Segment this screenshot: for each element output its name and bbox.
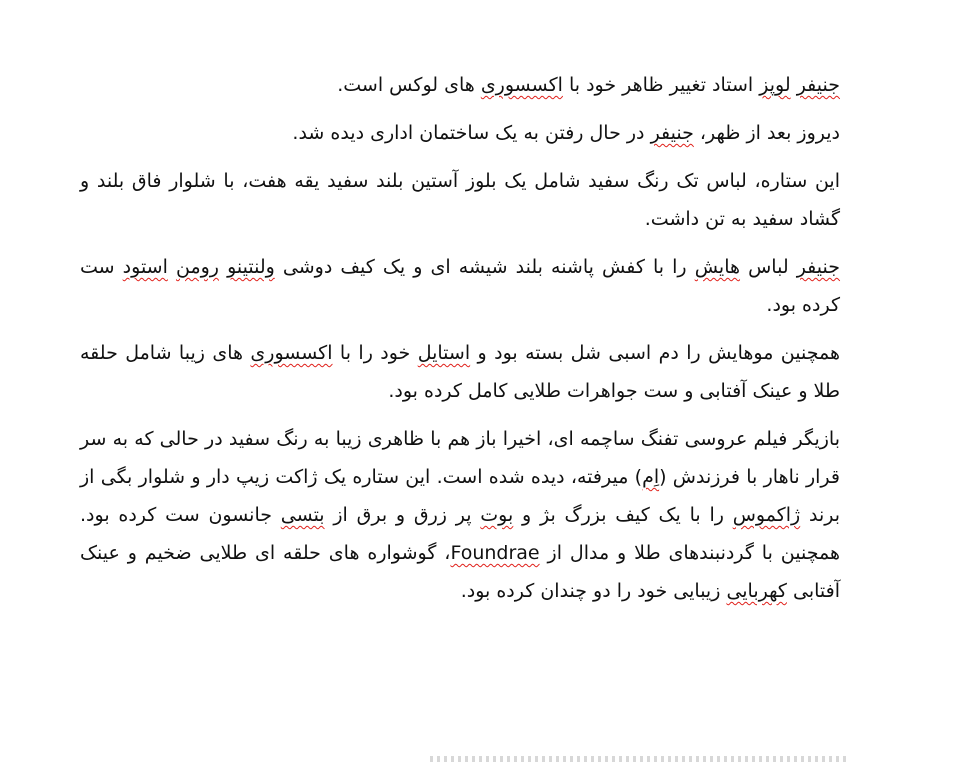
text-run: را با یک کیف بزرگ بژ و [513,504,733,526]
text-run: این ستاره، لباس تک رنگ سفید شامل یک بلوز آستین بلند سفید یقه هفت، با شلوار فاق بلند و گشاد سفید به تن داشت. [80,170,840,230]
misspelled-word: رومن [175,256,219,278]
text-run: بازیگر فیلم عروسی تفنگ ساچمه ای، اخیرا باز هم با ظاهری زیبا به رنگ سفید در حالی که به سر قرار ناهار با فرزندش ( [80,428,840,488]
misspelled-word: استود [122,256,168,278]
text-run: ، گوشواره های حلقه ای طلایی ضخیم و عینک آفتابی [80,542,840,602]
misspelled-word: لوپز [759,74,791,96]
text-run: جانسون ست کرده بود. همچنین با گردنبندهای طلا و مدال از [80,504,840,564]
misspelled-word: بوت [480,504,514,526]
text-run: در حال رفتن به یک ساختمان اداری دیده شد. [292,122,651,144]
text-run: را با کفش پاشنه بلند شیشه ای و یک کیف دوشی [274,256,695,278]
text-run: زیبایی خود را دو چندان کرده بود. [460,580,727,602]
text-run: پر زرق و برق از [324,504,481,526]
text-run [219,256,227,278]
text-run: های لوکس است. [337,74,481,96]
misspelled-word: اکسسوری [250,342,333,364]
paragraph [80,162,840,238]
misspelled-word: هایش [694,256,741,278]
text-run: خود را با [332,342,418,364]
text-run [168,256,176,278]
misspelled-word: جنیفر [650,122,694,144]
text-run: های زیبا شامل حلقه طلا و عینک آفتابی و ست جواهرات طلایی کامل کرده بود. [80,342,840,402]
misspelled-word: اکسسوری [480,74,563,96]
misspelled-word: کهربایی [726,580,787,602]
misspelled-word: استایل [417,342,471,364]
text-run: استاد تغییر ظاهر خود با [562,74,760,96]
misspelled-word: ژاکموس [732,504,801,526]
misspelled-word: بتسی [280,504,325,526]
paragraph [80,334,840,410]
text-run: لباس [740,256,797,278]
text-run: ) میرفته، دیده شده است. این ستاره یک ژاکت زیپ دار و شلوار بگی از برند [80,466,840,526]
text-run: ست کرده بود. [80,256,840,316]
paragraph [80,66,840,104]
cutoff-next-line [430,752,850,762]
text-run: دیروز بعد از ظهر، [693,122,840,144]
misspelled-word: جنیفر [796,256,841,278]
text-run: همچنین موهایش را دم اسبی شل بسته بود و [470,342,840,364]
paragraph [80,248,840,324]
paragraph [80,114,840,152]
misspelled-word: Foundrae [450,542,540,564]
misspelled-word: جنیفر [796,74,840,96]
misspelled-word: ولنتینو [227,256,275,278]
misspelled-word: اِم [642,466,660,488]
paragraph [80,420,840,610]
document-body[interactable] [80,66,840,620]
